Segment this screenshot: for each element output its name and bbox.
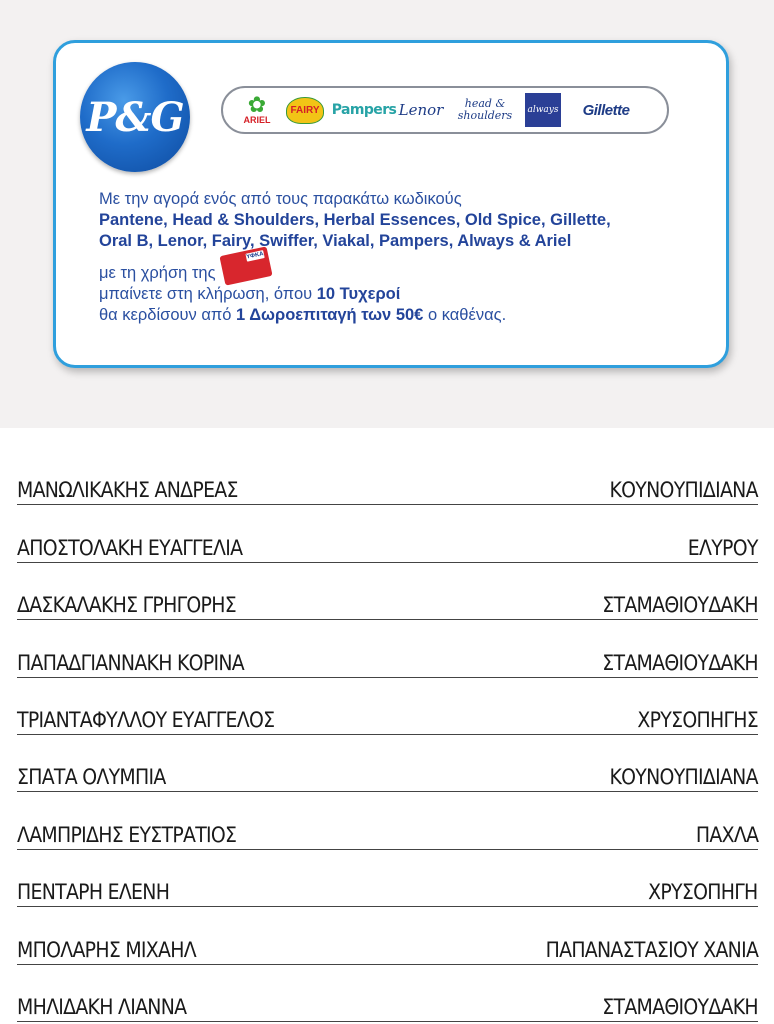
winner-row [17,678,758,735]
pg-logo [80,62,190,172]
gillette-logo: Gillette [582,101,630,119]
winner-name: ΣΠΑΤΑ ΟΛΥΜΠΙΑ [17,765,166,790]
winner-row [17,850,758,907]
winner-place: ΧΡΥΣΟΠΗΓΗΣ [637,707,758,732]
winner-row [17,907,758,964]
winner-name: ΠΕΝΤΑΡΗ ΕΛΕΝΗ [17,880,170,905]
winner-row [17,965,758,1022]
promo-line-4: με τη χρήση της ΥΦΚΑ [99,263,699,284]
winner-place: ΣΤΑΜΑΘΙΟΥΔΑΚΗ [602,994,758,1019]
winner-name: ΛΑΜΠΡΙΔΗΣ ΕΥΣΤΡΑΤΙΟΣ [17,822,237,847]
winner-row [17,448,758,505]
winner-name: ΜΠΟΛΑΡΗΣ ΜΙΧΑΗΛ [17,937,196,962]
promo-line-3: Oral B, Lenor, Fairy, Swiffer, Viakal, Pampers, Always & Ariel [99,232,572,250]
flower-icon: ✿ [247,92,267,117]
brand-strip [221,86,669,134]
winner-row [17,792,758,849]
promo-text [99,189,699,326]
fairy-logo: FAIRY [285,90,325,130]
winner-row [17,620,758,677]
winner-name: ΔΑΣΚΑΛΑΚΗΣ ΓΡΗΓΟΡΗΣ [17,593,236,618]
winner-place: ΧΡΥΣΟΠΗΓΗ [648,880,758,905]
pg-logo-text: P&G [86,93,184,141]
pampers-logo: Pampers [331,102,397,118]
winner-place: ΚΟΥΝΟΥΠΙΔΙΑΝΑ [609,765,758,790]
winner-name: ΑΠΟΣΤΟΛΑΚΗ ΕΥΑΓΓΕΛΙΑ [17,535,243,560]
winner-row [17,563,758,620]
winner-name: ΠΑΠΑΔΓΙΑΝΝΑΚΗ ΚΟΡΙΝΑ [17,650,244,675]
lenor-logo: Lenor [398,101,444,119]
winner-place: ΠΑΧΛΑ [695,822,758,847]
winner-name: ΜΗΛΙΔΑΚΗ ΛΙΑΝΝΑ [17,994,187,1019]
ariel-logo: ✿ ARIEL [243,92,271,125]
always-logo: always [525,90,561,130]
winner-place: ΕΛΥΡΟΥ [688,535,758,560]
winner-place: ΚΟΥΝΟΥΠΙΔΙΑΝΑ [609,478,758,503]
winner-place: ΣΤΑΜΑΘΙΟΥΔΑΚΗ [602,650,758,675]
winners-list [17,448,758,1022]
promo-line-5: μπαίνετε στη κλήρωση, όπου 10 Τυχεροί [99,285,401,303]
winner-name: ΜΑΝΩΛΙΚΑΚΗΣ ΑΝΔΡΕΑΣ [17,478,238,503]
head-shoulders-logo: head & shoulders [457,97,513,122]
promo-line-6: θα κερδίσουν από 1 Δωροεπιταγή των 50€ ο καθένας. [99,306,507,324]
loyalty-card-icon: ΥΦΚΑ [219,246,272,285]
promo-line-1: Με την αγορά ενός από τους παρακάτω κωδικούς [99,190,462,208]
promo-line-2: Pantene, Head & Shoulders, Herbal Essences, Old Spice, Gillette, [99,211,611,229]
winner-row [17,505,758,562]
winner-place: ΣΤΑΜΑΘΙΟΥΔΑΚΗ [602,593,758,618]
winner-place: ΠΑΠΑΝΑΣΤΑΣΙΟΥ ΧΑΝΙΑ [545,937,758,962]
winner-name: ΤΡΙΑΝΤΑΦΥΛΛΟΥ ΕΥΑΓΓΕΛΟΣ [17,707,275,732]
winner-row [17,735,758,792]
